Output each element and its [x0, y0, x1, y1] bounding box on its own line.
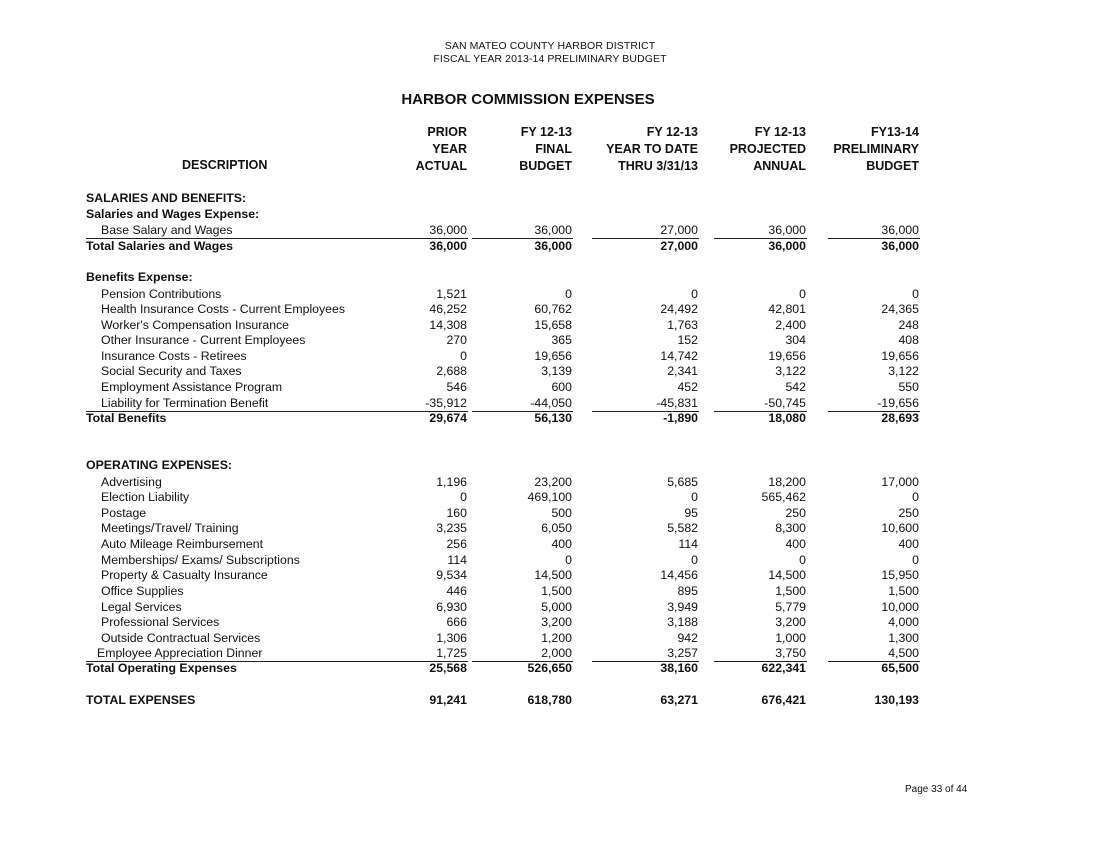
- row-value: 0: [460, 349, 467, 363]
- row-value: 0: [912, 490, 919, 504]
- table-row: [0, 396, 1100, 412]
- table-row: [0, 537, 1100, 553]
- column-header-description: DESCRIPTION: [182, 158, 268, 172]
- row-value: 1,300: [888, 631, 919, 645]
- column-header-prior-year-actual: PRIOR YEAR ACTUAL: [415, 125, 467, 173]
- table-row: [0, 490, 1100, 506]
- row-value: 4,500: [888, 646, 919, 660]
- row-value: 365: [551, 333, 572, 347]
- row-label: SALARIES AND BENEFITS:: [86, 191, 247, 205]
- row-value: 400: [898, 537, 919, 551]
- row-value: 542: [785, 380, 806, 394]
- row-value: 1,521: [436, 287, 467, 301]
- row-label: Employment Assistance Program: [101, 380, 283, 394]
- row-value: 1,200: [541, 631, 572, 645]
- row-value: 676,421: [761, 693, 806, 707]
- row-label: Advertising: [101, 475, 162, 489]
- row-value: 4,000: [888, 615, 919, 629]
- org-name: SAN MATEO COUNTY HARBOR DISTRICT: [444, 40, 656, 52]
- row-value: 9,534: [436, 568, 467, 582]
- row-value: 3,200: [541, 615, 572, 629]
- row-label: Other Insurance - Current Employees: [101, 333, 306, 347]
- row-label: Total Benefits: [86, 411, 167, 425]
- row-value: -35,912: [425, 396, 467, 410]
- row-value: 618,780: [527, 693, 572, 707]
- table-row: [0, 207, 1100, 223]
- row-value: 36,000: [429, 223, 467, 237]
- row-value: 550: [898, 380, 919, 394]
- row-label: TOTAL EXPENSES: [86, 693, 196, 707]
- row-value: 14,742: [660, 349, 698, 363]
- row-value: 3,122: [888, 364, 919, 378]
- row-value: 5,685: [667, 475, 698, 489]
- row-value: 3,235: [436, 521, 467, 535]
- row-value: 2,400: [775, 318, 806, 332]
- row-value: 63,271: [660, 693, 698, 707]
- row-value: 14,456: [660, 568, 698, 582]
- row-value: 546: [446, 380, 467, 394]
- row-label: Benefits Expense:: [86, 270, 193, 284]
- row-value: 36,000: [429, 239, 467, 253]
- table-row: [0, 287, 1100, 303]
- row-value: 446: [446, 584, 467, 598]
- row-value: 400: [785, 537, 806, 551]
- table-row: [0, 191, 1100, 207]
- row-value: 25,568: [429, 661, 467, 675]
- row-value: 36,000: [881, 239, 919, 253]
- column-header-year-to-date: FY 12-13 YEAR TO DATE THRU 3/31/13: [606, 125, 698, 173]
- row-value: 160: [446, 506, 467, 520]
- row-label: Salaries and Wages Expense:: [86, 207, 260, 221]
- row-label: Outside Contractual Services: [101, 631, 261, 645]
- table-row: [0, 631, 1100, 647]
- row-label: Base Salary and Wages: [101, 223, 233, 237]
- row-value: 0: [912, 287, 919, 301]
- row-label: Election Liability: [101, 490, 190, 504]
- table-row: [0, 475, 1100, 491]
- row-value: 3,750: [775, 646, 806, 660]
- row-value: 250: [898, 506, 919, 520]
- row-value: 28,693: [881, 411, 919, 425]
- table-row: [0, 661, 1100, 677]
- row-value: 36,000: [881, 223, 919, 237]
- row-value: 256: [446, 537, 467, 551]
- row-value: 15,658: [534, 318, 572, 332]
- row-value: 0: [799, 553, 806, 567]
- row-label: Total Salaries and Wages: [86, 239, 233, 253]
- row-value: 15,950: [881, 568, 919, 582]
- row-value: 565,462: [761, 490, 806, 504]
- table-row: [0, 411, 1100, 427]
- row-value: 6,050: [541, 521, 572, 535]
- row-value: 1,196: [436, 475, 467, 489]
- column-header-projected-annual: FY 12-13 PROJECTED ANNUAL: [729, 125, 806, 173]
- row-value: 2,000: [541, 646, 572, 660]
- row-value: -50,745: [764, 396, 806, 410]
- row-label: Legal Services: [101, 600, 182, 614]
- row-label: Liability for Termination Benefit: [101, 396, 269, 410]
- row-value: 5,000: [541, 600, 572, 614]
- row-value: 19,656: [534, 349, 572, 363]
- row-value: 38,160: [660, 661, 698, 675]
- row-value: 17,000: [881, 475, 919, 489]
- row-value: 469,100: [527, 490, 572, 504]
- column-header-preliminary-budget: FY13-14 PRELIMINARY BUDGET: [833, 125, 919, 173]
- row-label: Office Supplies: [101, 584, 184, 598]
- row-value: 1,763: [667, 318, 698, 332]
- row-value: 14,308: [429, 318, 467, 332]
- row-value: 304: [785, 333, 806, 347]
- row-value: 36,000: [534, 239, 572, 253]
- row-value: 2,688: [436, 364, 467, 378]
- row-value: 1,725: [436, 646, 467, 660]
- table-row: [0, 270, 1100, 286]
- table-row: [0, 600, 1100, 616]
- row-value: 1,500: [541, 584, 572, 598]
- row-value: 152: [677, 333, 698, 347]
- row-value: 0: [691, 553, 698, 567]
- row-value: 14,500: [768, 568, 806, 582]
- row-value: 114: [447, 553, 467, 567]
- row-value: 3,188: [667, 615, 698, 629]
- section-title: HARBOR COMMISSION EXPENSES: [401, 91, 655, 108]
- row-value: 3,139: [541, 364, 572, 378]
- row-value: 248: [898, 318, 919, 332]
- row-value: 452: [677, 380, 698, 394]
- row-value: 27,000: [660, 239, 698, 253]
- row-value: 942: [677, 631, 698, 645]
- row-value: 23,200: [534, 475, 572, 489]
- page-number: Page 33 of 44: [905, 784, 968, 795]
- row-value: 65,500: [881, 661, 919, 675]
- row-value: 270: [446, 333, 467, 347]
- grand-total-row: [0, 693, 1100, 709]
- row-label: Employee Appreciation Dinner: [97, 646, 263, 660]
- row-label: Property & Casualty Insurance: [101, 568, 268, 582]
- row-label: Total Operating Expenses: [86, 661, 237, 675]
- column-header-final-budget: FY 12-13 FINAL BUDGET: [519, 125, 572, 173]
- table-row: [0, 349, 1100, 365]
- table-row: [0, 223, 1100, 239]
- row-value: 29,674: [429, 411, 467, 425]
- row-value: 130,193: [874, 693, 919, 707]
- row-value: 2,341: [667, 364, 698, 378]
- table-row: [0, 333, 1100, 349]
- report-header: [0, 40, 1100, 66]
- row-value: 0: [565, 287, 572, 301]
- table-row: [0, 615, 1100, 631]
- row-value: 3,949: [667, 600, 698, 614]
- row-value: 46,252: [429, 302, 467, 316]
- row-value: 1,500: [888, 584, 919, 598]
- row-value: 24,492: [660, 302, 698, 316]
- row-value: 250: [785, 506, 806, 520]
- row-value: 18,200: [768, 475, 806, 489]
- row-label: Health Insurance Costs - Current Employees: [101, 302, 345, 316]
- table-row: [0, 553, 1100, 569]
- row-value: 6,930: [436, 600, 467, 614]
- row-value: 19,656: [881, 349, 919, 363]
- row-label: Meetings/Travel/ Training: [101, 521, 239, 535]
- row-value: 400: [551, 537, 572, 551]
- row-label: Worker's Compensation Insurance: [101, 318, 290, 332]
- row-value: 0: [565, 553, 572, 567]
- row-value: 500: [551, 506, 572, 520]
- row-value: 3,257: [667, 646, 698, 660]
- table-row: [0, 318, 1100, 334]
- row-value: 95: [684, 506, 698, 520]
- row-label: Professional Services: [101, 615, 220, 629]
- row-value: 27,000: [660, 223, 698, 237]
- row-value: 895: [677, 584, 698, 598]
- table-row: [0, 646, 1100, 662]
- row-value: 600: [551, 380, 572, 394]
- row-value: 0: [691, 490, 698, 504]
- row-value: 91,241: [429, 693, 467, 707]
- table-row: [0, 380, 1100, 396]
- row-label: Auto Mileage Reimbursement: [101, 537, 263, 551]
- row-value: 8,300: [775, 521, 806, 535]
- row-value: 36,000: [534, 223, 572, 237]
- row-value: 36,000: [768, 239, 806, 253]
- row-label: Social Security and Taxes: [101, 364, 242, 378]
- row-value: 526,650: [527, 661, 572, 675]
- row-label: Insurance Costs - Retirees: [101, 349, 247, 363]
- table-row: [0, 239, 1100, 255]
- row-value: 42,801: [768, 302, 806, 316]
- row-value: 1,500: [775, 584, 806, 598]
- row-label: Pension Contributions: [101, 287, 222, 301]
- table-row: [0, 364, 1100, 380]
- row-value: -1,890: [663, 411, 698, 425]
- row-label: OPERATING EXPENSES:: [86, 458, 232, 472]
- row-value: -19,656: [877, 396, 919, 410]
- row-value: 666: [446, 615, 467, 629]
- row-value: 0: [912, 553, 919, 567]
- table-row: [0, 458, 1100, 474]
- row-value: 3,122: [775, 364, 806, 378]
- row-value: 10,600: [881, 521, 919, 535]
- row-value: 0: [460, 490, 467, 504]
- row-label: Memberships/ Exams/ Subscriptions: [101, 553, 300, 567]
- table-row: [0, 568, 1100, 584]
- row-value: 36,000: [768, 223, 806, 237]
- row-value: 10,000: [881, 600, 919, 614]
- table-row: [0, 506, 1100, 522]
- row-value: 408: [898, 333, 919, 347]
- row-value: 3,200: [775, 615, 806, 629]
- budget-title: FISCAL YEAR 2013-14 PRELIMINARY BUDGET: [433, 53, 667, 65]
- row-label: Postage: [101, 506, 147, 520]
- row-value: 56,130: [534, 411, 572, 425]
- row-value: 60,762: [534, 302, 572, 316]
- table-row: [0, 584, 1100, 600]
- row-value: 24,365: [881, 302, 919, 316]
- row-value: 1,000: [775, 631, 806, 645]
- row-value: 5,779: [775, 600, 806, 614]
- row-value: 14,500: [534, 568, 572, 582]
- row-value: 622,341: [761, 661, 806, 675]
- row-value: 0: [799, 287, 806, 301]
- row-value: -45,831: [656, 396, 698, 410]
- row-value: -44,050: [530, 396, 572, 410]
- row-value: 19,656: [768, 349, 806, 363]
- row-value: 5,582: [667, 521, 698, 535]
- table-row: [0, 302, 1100, 318]
- row-value: 18,080: [768, 411, 806, 425]
- row-value: 0: [691, 287, 698, 301]
- row-value: 114: [678, 537, 698, 551]
- row-value: 1,306: [436, 631, 467, 645]
- table-row: [0, 521, 1100, 537]
